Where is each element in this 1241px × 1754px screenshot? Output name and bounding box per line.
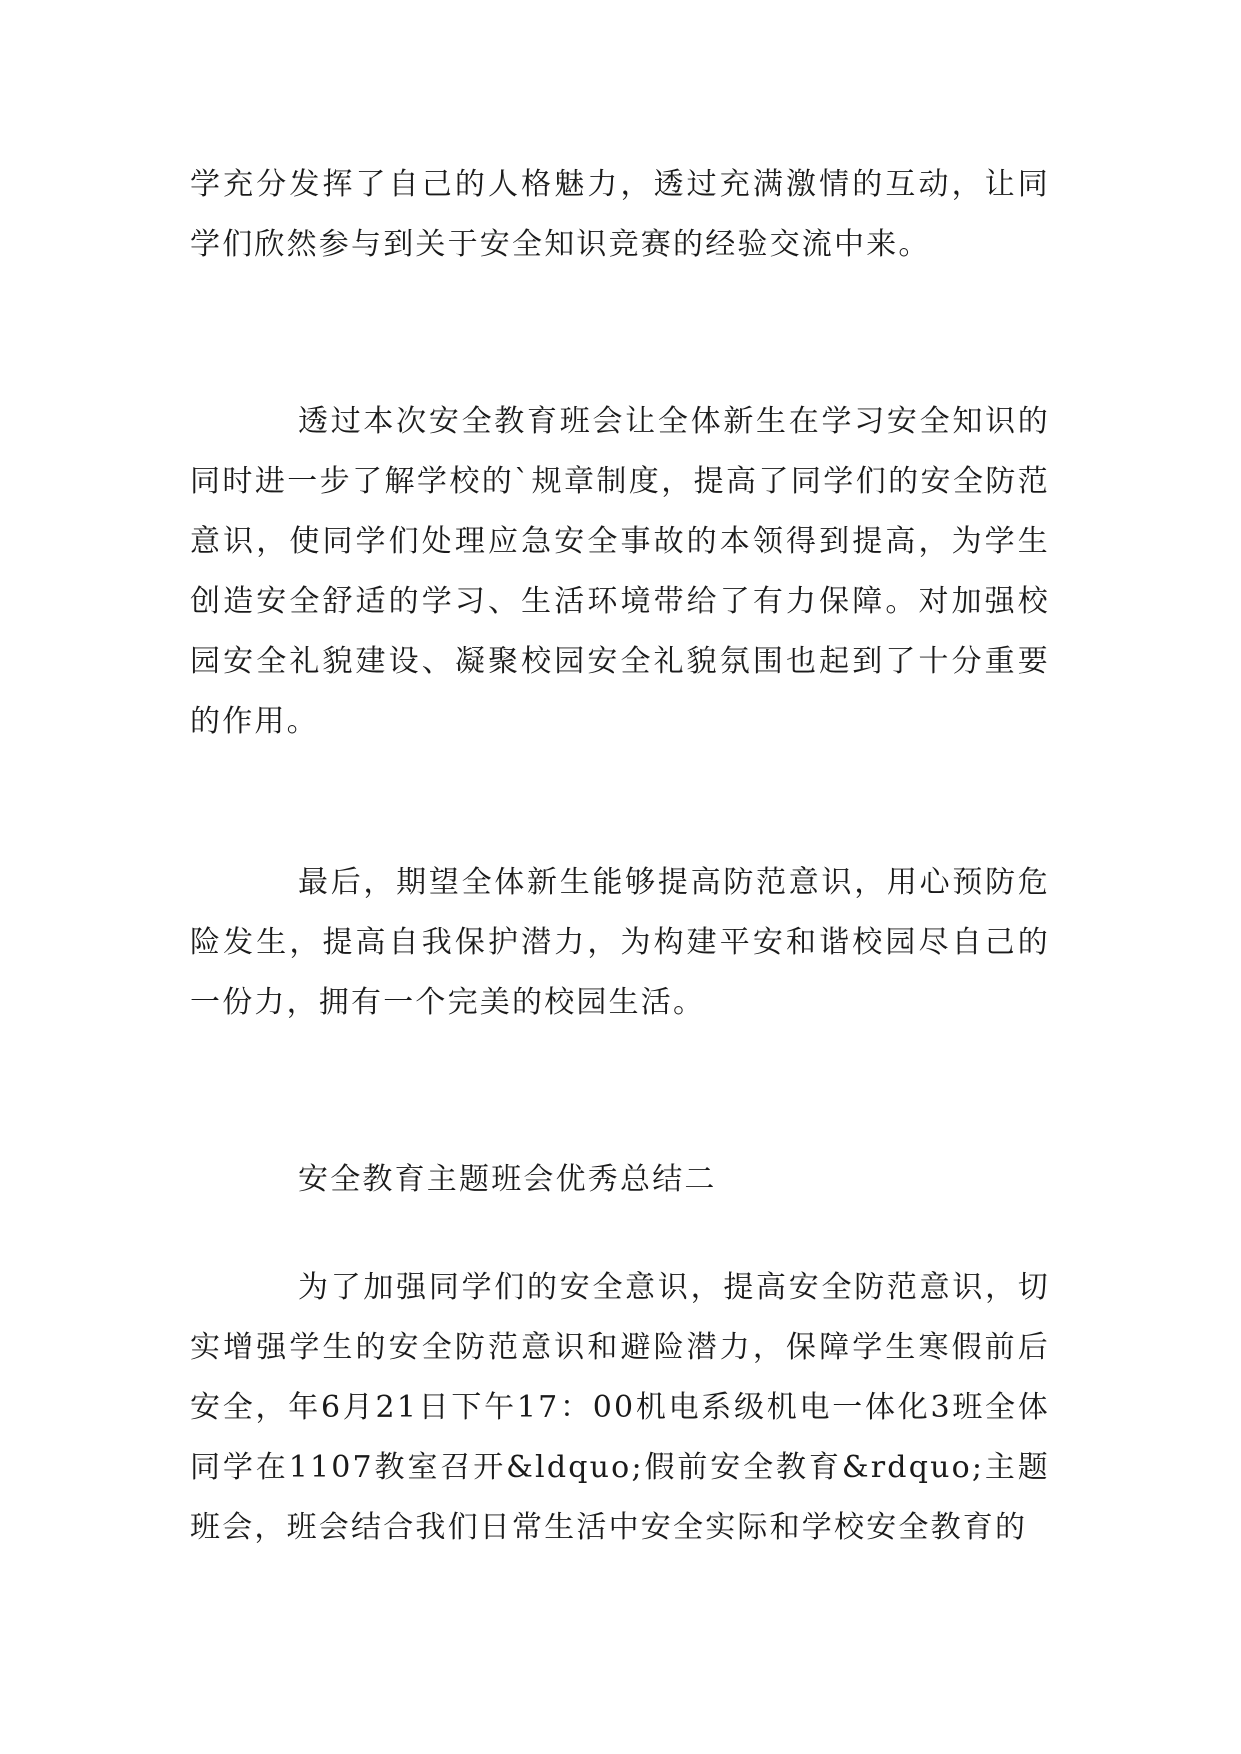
paragraph-continuation: 学充分发挥了自己的人格魅力，透过充满激情的互动，让同学们欣然参与到关于安全知识竞赛的经验交流中来。 [190, 167, 1050, 262]
section-heading: 安全教育主题班会优秀总结二 [298, 1162, 717, 1197]
paragraph-closing-hope: 最后，期望全体新生能够提高防范意识，用心预防危险发生，提高自我保护潜力，为构建平安和谐校园尽自己的一份力，拥有一个完美的校园生活。 [190, 865, 1050, 1020]
paragraph-summary-two-intro: 为了加强同学们的安全意识，提高安全防范意识，切实增强学生的安全防范意识和避险潜力，保障学生寒假前后安全，年6月21日下午17：00机电系级机电一体化3班全体同学在1107教室召开&ldquo;假前安全教育&rdquo;主题班会，班会结合我们日常生活中安全实际和学校安全教育的 [190, 1270, 1050, 1545]
paragraph-meeting-outcome: 透过本次安全教育班会让全体新生在学习安全知识的同时进一步了解学校的`规章制度，提高了同学们的安全防范意识，使同学们处理应急安全事故的本领得到提高，为学生创造安全舒适的学习、生活环境带给了有力保障。对加强校园安全礼貌建设、凝聚校园安全礼貌氛围也起到了十分重要的作用。 [190, 404, 1050, 739]
